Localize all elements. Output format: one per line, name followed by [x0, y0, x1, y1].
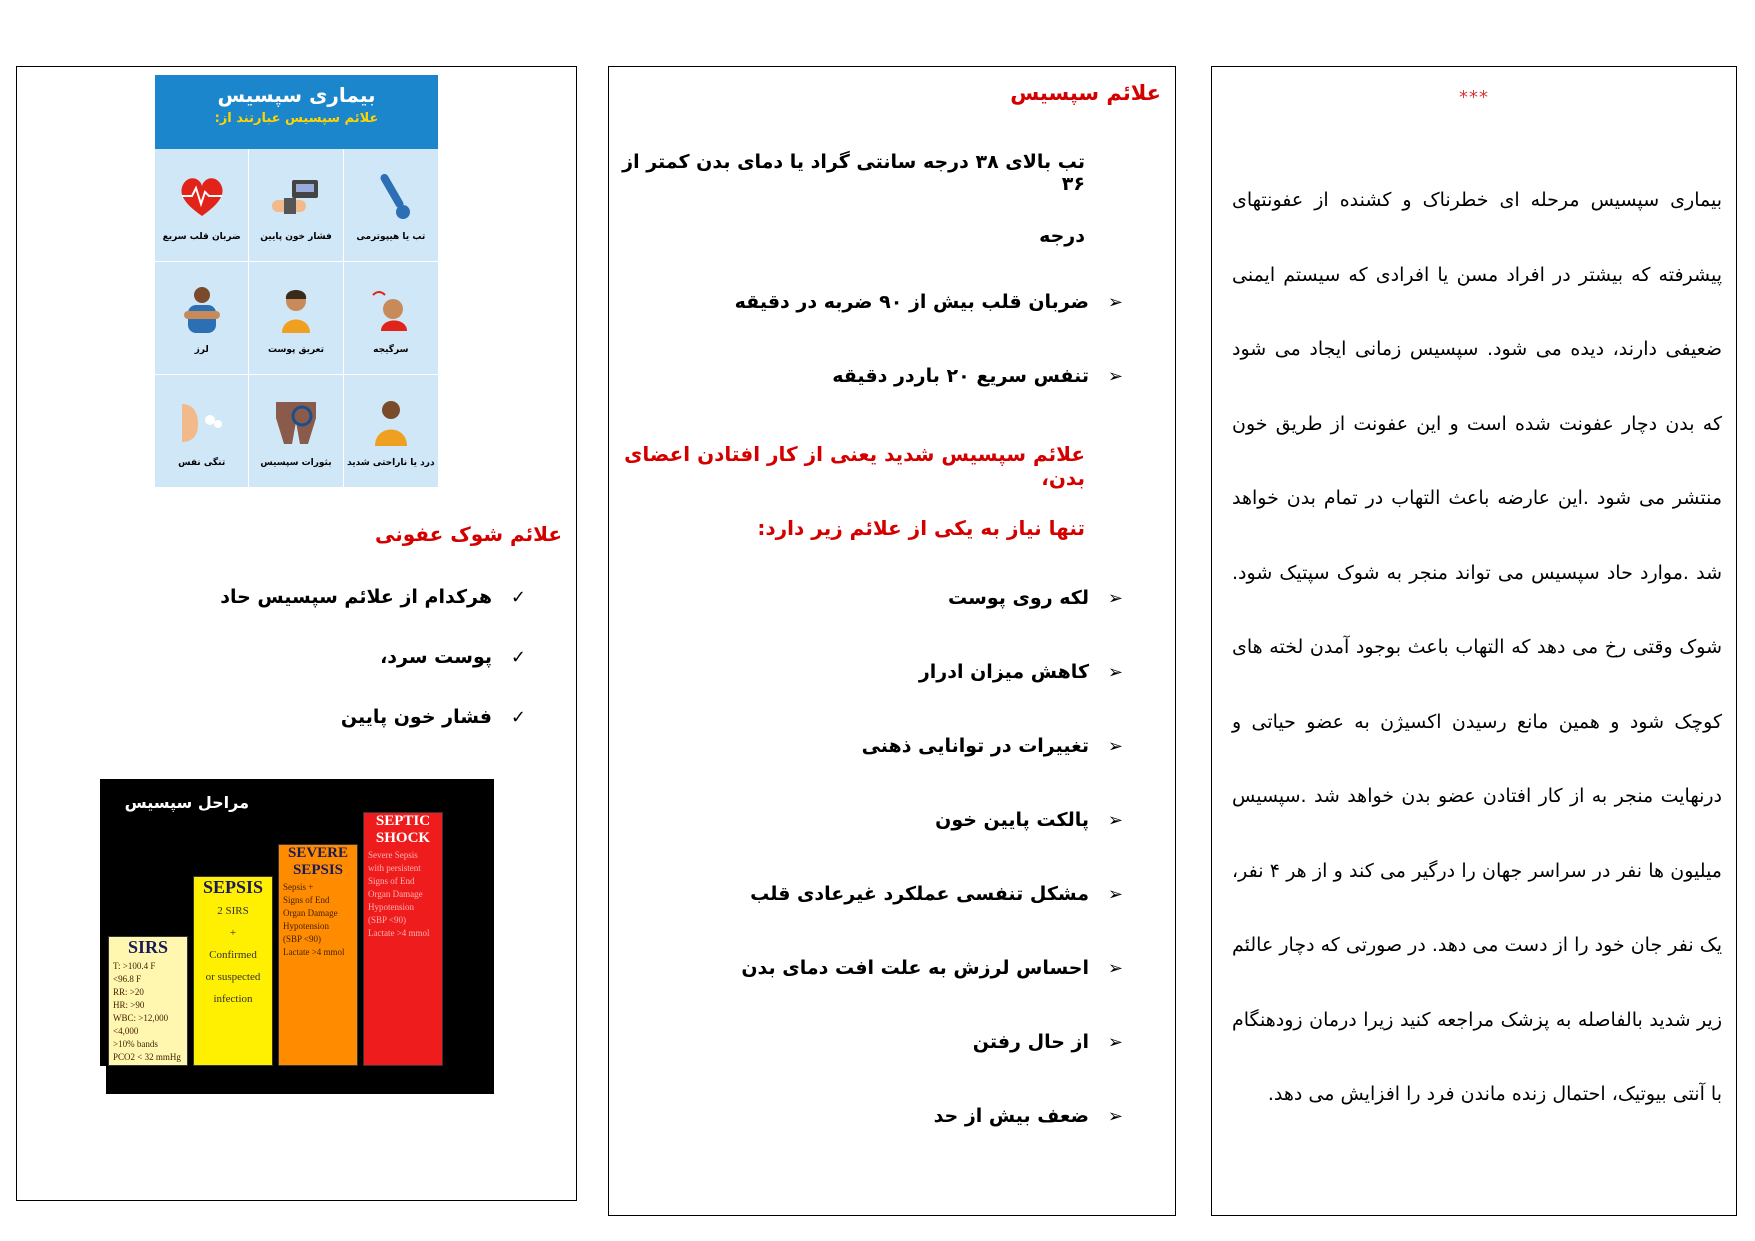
infographic-cell	[344, 149, 438, 262]
infographic-cell-label: تنگی نفس	[178, 458, 226, 468]
breath-icon	[174, 394, 230, 450]
infographic-cell-label: لرز	[194, 345, 209, 355]
fever-line-1: تب بالای ۳۸ درجه سانتی گراد یا دمای بدن کمتر از ۳۶	[622, 151, 1085, 195]
list-item	[741, 561, 1123, 635]
list-item	[741, 709, 1123, 783]
stage-bar-title: SIRS	[127, 937, 169, 957]
pain-icon	[363, 394, 419, 450]
right-panel	[1211, 66, 1737, 1216]
arrow-bullet-icon: ➢	[1107, 587, 1123, 609]
infographic-cell	[249, 149, 343, 262]
rash-icon	[268, 394, 324, 450]
list-item	[741, 1079, 1123, 1153]
list-item	[735, 339, 1123, 413]
infographic-cell	[155, 375, 249, 488]
sweating-icon	[268, 281, 324, 337]
infographic-cell-label: سرگیجه	[373, 345, 409, 355]
decorative-stars: ***	[1459, 87, 1489, 108]
middle-panel	[608, 66, 1176, 1216]
arrow-bullet-icon: ➢	[1107, 735, 1123, 757]
stage-bar-title: SEPSIS	[202, 877, 264, 897]
infographic-cell	[249, 262, 343, 375]
infographic-cell-label: بثورات سپسیس	[260, 458, 332, 468]
stage-bar-details: T: >100.4 F <96.8 F RR: >20 HR: >90 WBC: >12,000 <4,000 >10% bands PCO2 < 32 mmHg	[113, 961, 181, 1062]
infographic-title: بیماری سپسیس	[217, 83, 376, 107]
thermometer-icon	[363, 168, 419, 224]
list-item-text: هرکدام از علائم سپسیس حاد	[220, 586, 492, 608]
dizziness-icon	[363, 281, 419, 337]
list-item	[741, 857, 1123, 931]
infographic-cell-label: تعریق پوست	[267, 345, 325, 355]
blood-pressure-icon	[268, 168, 324, 224]
infographic-cell	[344, 375, 438, 488]
list-item	[741, 783, 1123, 857]
list-item-text: فشار خون پایین	[340, 706, 492, 728]
list-item	[220, 687, 526, 747]
list-item-text: کاهش میزان ادرار	[918, 661, 1089, 683]
stage-bar-details: Sepsis + Signs of End Organ Damage Hypotension (SBP <90) Lactate >4 mmol	[283, 882, 345, 957]
list-item	[741, 635, 1123, 709]
stage-bar-details: Severe Sepsis with persistent Signs of End Organ Damage Hypotension (SBP <90) Lactate >4 mmol	[368, 850, 430, 938]
list-item-text: تنفس سریع ۲۰ باردر دقیقه	[832, 365, 1089, 387]
severe-sepsis-line-1: علائم سپسیس شدید یعنی از کار افتادن اعضای بدن،	[624, 442, 1085, 490]
stage-bar	[193, 876, 273, 1066]
arrow-bullet-icon: ➢	[1107, 661, 1123, 683]
arrow-bullet-icon: ➢	[1107, 291, 1123, 313]
fever-line-2: درجه	[1039, 225, 1085, 247]
infographic-cell-label: درد یا ناراحتی شدید	[347, 458, 435, 468]
arrow-bullet-icon: ➢	[1107, 883, 1123, 905]
stage-bar	[363, 812, 443, 1066]
list-item-text: احساس لرزش به علت افت دمای بدن	[741, 957, 1089, 979]
infographic-cell	[344, 262, 438, 375]
list-item-text: پالکت پایین خون	[935, 809, 1089, 831]
chills-icon	[174, 281, 230, 337]
list-item	[741, 931, 1123, 1005]
list-item	[735, 265, 1123, 339]
infographic-cell-label: تب یا هیپوترمی	[356, 232, 426, 242]
stage-bar	[108, 936, 188, 1066]
stage-bar-title: SEVERE SEPSIS	[287, 845, 349, 878]
left-panel	[16, 66, 577, 1201]
septic-shock-heading: علائم شوک عفونی	[375, 522, 562, 546]
septic-shock-list	[220, 567, 526, 747]
severe-sepsis-line-2: تنها نیاز به یکی از علائم زیر دارد:	[757, 516, 1085, 540]
symptom-list-a	[735, 265, 1123, 413]
checkmark-icon: ✓	[510, 586, 526, 608]
infographic-cell	[155, 149, 249, 262]
list-item-text: لکه روی پوست	[948, 587, 1089, 609]
arrow-bullet-icon: ➢	[1107, 809, 1123, 831]
arrow-bullet-icon: ➢	[1107, 1105, 1123, 1127]
arrow-bullet-icon: ➢	[1107, 365, 1123, 387]
list-item-text: پوست سرد،	[380, 646, 492, 668]
infographic-cell	[249, 375, 343, 488]
symptom-list-b	[741, 561, 1123, 1153]
stage-bar-details: 2 SIRS + Confirmed or suspected infection	[205, 905, 261, 1005]
stage-bar	[278, 844, 358, 1066]
infographic-cell	[155, 262, 249, 375]
stages-title: مراحل سپسیس	[124, 793, 249, 812]
infographic-subtitle: علائم سپسیس عبارتند از:	[214, 111, 379, 126]
checkmark-icon: ✓	[510, 706, 526, 728]
list-item-text: مشکل تنفسی عملکرد غیرعادی قلب	[750, 883, 1089, 905]
list-item-text: ضعف بیش از حد	[933, 1105, 1089, 1127]
list-item-text: ضربان قلب بیش از ۹۰ ضربه در دقیقه	[734, 291, 1089, 313]
stage-bar-title: SEPTIC SHOCK	[375, 813, 431, 846]
infographic-cell-label: ضربان قلب سریع	[162, 232, 241, 242]
intro-paragraph: بیماری سپسیس مرحله ای خطرناک و کشنده از عفونتهای پیشرفته که بیشتر در افراد مسن یا افرادی که سیستم ایمنی ضعیفی دارند، دیده می شود. سپسیس زمانی ایجاد می شود که بدن دچار عفونت شده است و این عفونت از طریق خون منتشر می شود .این عارضه باعث التهاب در تمام بدن خواهد شد .موارد حاد سپسیس می تواند منجر به شوک سپتیک شود. شوک وقتی رخ می دهد که التهاب باعث بوجود آمدن لخته های کوچک شود و همین مانع رسیدن اکسیژن به عضو حیاتی و درنهایت منجر به از کار افتادن عضو بدن خواهد شد .سپسیس میلیون ها نفر در سراسر جهان را درگیر می کند و از هر ۴ نفر، یک نفر جان خود را از دست می دهد. در صورتی که دچار عالئم زیر شدید بالفاصله به پزشک مراجعه کنید زیرا درمان زودهنگام با آنتی بیوتیک، احتمال زنده ماندن فرد را افزایش می دهد.	[1232, 189, 1722, 1105]
heart-rate-icon	[174, 168, 230, 224]
arrow-bullet-icon: ➢	[1107, 1031, 1123, 1053]
list-item	[220, 567, 526, 627]
sepsis-symptoms-heading: علائم سپسیس	[1010, 81, 1161, 105]
checkmark-icon: ✓	[510, 646, 526, 668]
list-item	[220, 627, 526, 687]
sepsis-stages-image	[100, 779, 494, 1094]
list-item-text: تغییرات در توانایی ذهنی	[861, 735, 1089, 757]
list-item-text: از حال رفتن	[972, 1031, 1089, 1053]
infographic-cell-label: فشار خون پایین	[260, 232, 332, 242]
list-item	[741, 1005, 1123, 1079]
sepsis-infographic	[155, 75, 438, 488]
arrow-bullet-icon: ➢	[1107, 957, 1123, 979]
infographic-grid	[155, 149, 438, 488]
infographic-header	[155, 75, 438, 149]
